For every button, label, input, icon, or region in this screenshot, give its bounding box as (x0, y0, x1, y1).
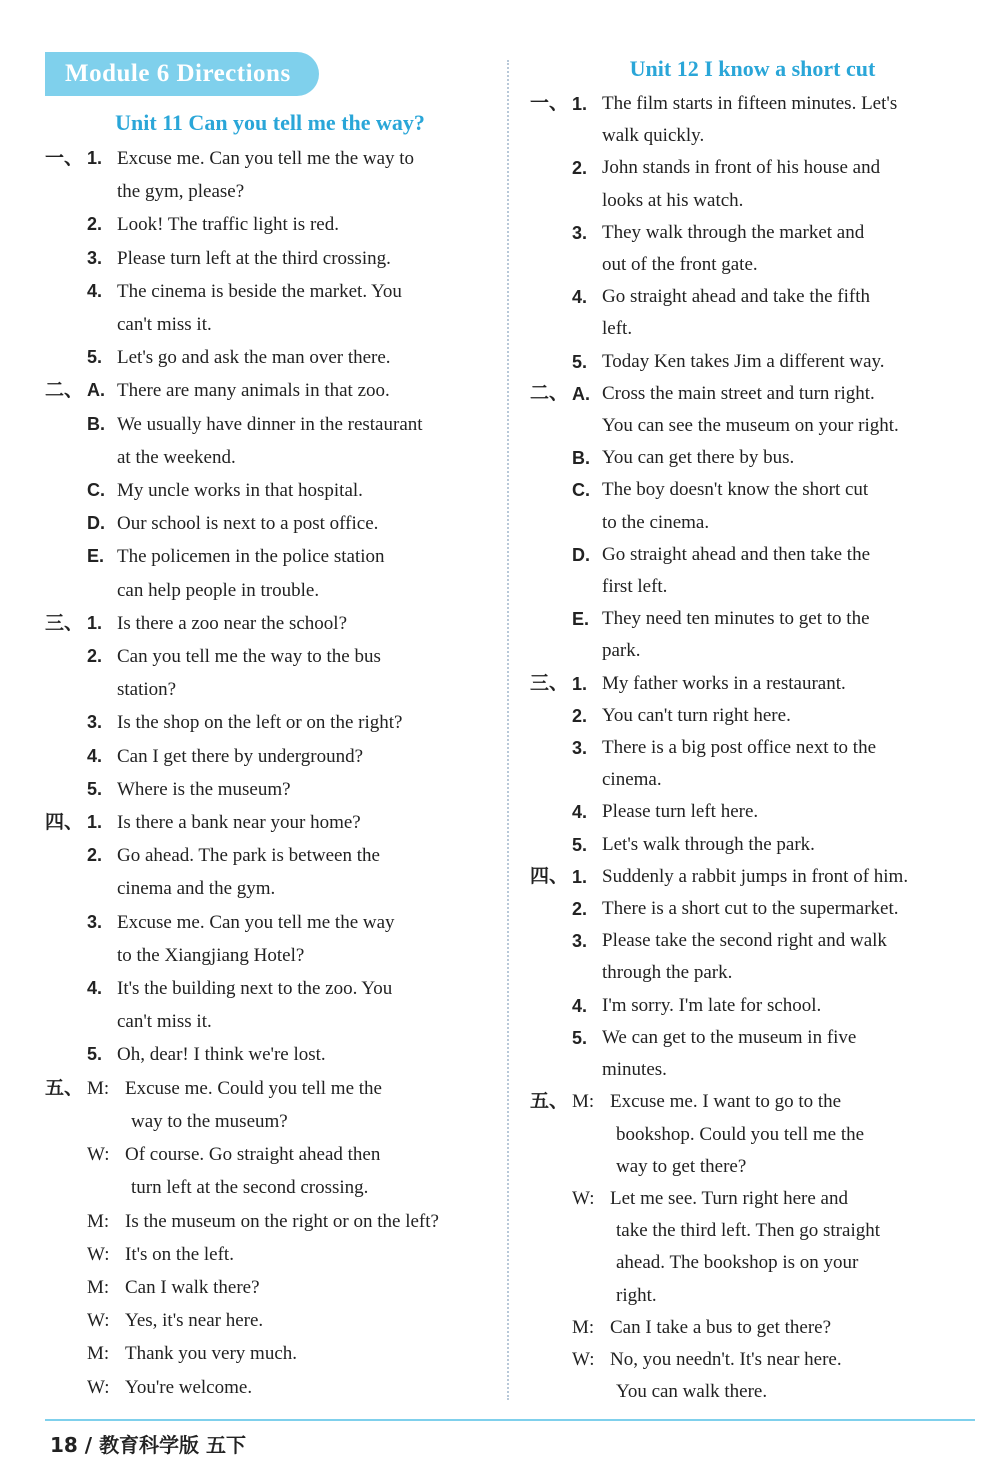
answer-text: Today Ken takes Jim a different way. (602, 350, 885, 372)
answer-text: Go ahead. The park is between the (117, 845, 380, 867)
answer-line (530, 668, 975, 700)
answer-line (530, 474, 975, 506)
item-number: 2. (87, 646, 103, 667)
answer-text: It's on the left. (125, 1243, 234, 1265)
answer-text: Oh, dear! I think we're lost. (117, 1044, 326, 1066)
answer-text: There are many animals in that zoo. (117, 380, 390, 402)
answer-line (530, 507, 975, 539)
item-number: 1. (87, 148, 103, 168)
section-marker: 三、 (530, 672, 569, 694)
answer-text: Thank you very much. (125, 1343, 298, 1365)
answer-line (530, 313, 975, 345)
answer-line (530, 1215, 975, 1247)
answer-text: bookshop. Could you tell me the (616, 1123, 865, 1145)
answer-line (45, 806, 495, 839)
answer-text: can help people in trouble. (117, 579, 320, 601)
speaker-label: W: (572, 1187, 595, 1209)
item-number: C. (572, 480, 590, 501)
item-number: 2. (572, 899, 588, 920)
answer-text: Is the shop on the left or on the right? (117, 712, 403, 734)
answer-text: Can you tell me the way to the bus (117, 646, 381, 668)
answer-line (530, 249, 975, 281)
answer-line (530, 281, 975, 313)
answer-line (530, 829, 975, 861)
answer-text: Please take the second right and walk (602, 930, 887, 952)
answer-text: Where is the museum? (117, 778, 291, 800)
answer-text: station? (117, 679, 177, 701)
answer-line (45, 1371, 495, 1404)
speaker-label: M: (572, 1091, 595, 1113)
item-number: 4. (572, 802, 588, 823)
item-number: 2. (572, 705, 588, 726)
answer-text: Please turn left at the third crossing. (117, 247, 391, 269)
answer-text: They walk through the market and (602, 221, 865, 243)
answer-line (45, 1238, 495, 1271)
answer-line (45, 607, 495, 640)
answer-line (45, 374, 495, 407)
answer-line (530, 1376, 975, 1408)
answer-text: Our school is next to a post office. (117, 513, 379, 535)
answer-line (45, 1072, 495, 1105)
answer-text: There is a short cut to the supermarket. (602, 898, 899, 920)
answer-text: Excuse me. Can you tell me the way to (117, 148, 415, 169)
answer-line (45, 872, 495, 905)
item-number: 5. (87, 778, 103, 799)
answer-line (45, 1304, 495, 1337)
answer-text: You can walk there. (616, 1381, 768, 1403)
unit-12-title: Unit 12 I know a short cut (629, 56, 876, 81)
answer-line (45, 408, 495, 441)
answer-line (530, 378, 975, 410)
answer-text: out of the front gate. (602, 254, 758, 276)
answer-line (530, 1183, 975, 1215)
item-number: 4. (87, 978, 103, 999)
item-number: 3. (572, 738, 588, 759)
answer-line (530, 1119, 975, 1151)
answer-line (45, 507, 495, 540)
item-number: E. (572, 609, 590, 630)
answer-text: The film starts in fifteen minutes. Let's (602, 93, 898, 114)
item-number: 5. (572, 351, 588, 372)
answer-line (45, 640, 495, 673)
answer-text: way to get there? (616, 1155, 747, 1177)
answer-line (45, 208, 495, 241)
unit-11-answers (45, 142, 495, 1404)
item-number: 2. (87, 845, 103, 866)
answer-line (530, 410, 975, 442)
speaker-label: M: (87, 1276, 110, 1298)
item-number: 1. (572, 866, 588, 887)
answer-line (530, 1054, 975, 1086)
answer-text: through the park. (602, 962, 733, 984)
page-footer (0, 1415, 1000, 1465)
answer-text: My uncle works in that hospital. (117, 480, 363, 502)
answer-line (45, 242, 495, 275)
answer-text: Excuse me. Can you tell me the way (117, 911, 395, 933)
answer-text: They need ten minutes to get to the (602, 608, 870, 630)
answer-line (45, 540, 495, 573)
answer-line (45, 142, 495, 175)
answer-line (530, 893, 975, 925)
section-marker: 二、 (45, 380, 84, 402)
answer-line (530, 603, 975, 635)
answer-line (45, 574, 495, 607)
answer-line (530, 571, 975, 603)
answer-line (530, 764, 975, 796)
section-marker: 一、 (45, 148, 84, 169)
item-number: 5. (572, 834, 588, 855)
answer-line (45, 308, 495, 341)
section-marker: 三、 (45, 612, 84, 634)
answer-line (530, 1151, 975, 1183)
answer-line (45, 706, 495, 739)
item-number: 3. (572, 222, 588, 243)
answer-text: can't miss it. (117, 314, 212, 336)
answer-line (45, 441, 495, 474)
answer-text: minutes. (602, 1059, 667, 1081)
answer-text: John stands in front of his house and (602, 157, 881, 179)
answer-line (530, 1247, 975, 1279)
speaker-label: M: (87, 1077, 110, 1099)
answer-text: cinema and the gym. (117, 878, 276, 900)
speaker-label: W: (87, 1243, 110, 1265)
answer-text: Is there a bank near your home? (117, 812, 361, 834)
item-number: 5. (87, 347, 103, 368)
item-number: 1. (572, 94, 588, 114)
item-number: 4. (572, 995, 588, 1016)
answer-text: Let me see. Turn right here and (610, 1187, 848, 1209)
answer-line (530, 796, 975, 828)
speaker-label: W: (87, 1376, 110, 1398)
item-number: D. (87, 513, 105, 534)
answer-text: ahead. The bookshop is on your (616, 1252, 859, 1274)
answer-line (530, 346, 975, 378)
item-number: 1. (87, 812, 103, 833)
answer-text: The policemen in the police station (117, 546, 385, 568)
answer-text: at the weekend. (117, 446, 236, 468)
answer-line (45, 1271, 495, 1304)
item-number: C. (87, 480, 105, 501)
item-number: 4. (572, 287, 588, 308)
answer-line (45, 673, 495, 706)
section-marker: 五、 (530, 1091, 569, 1113)
speaker-label: W: (87, 1310, 110, 1332)
answer-line (45, 474, 495, 507)
answer-line (45, 1337, 495, 1370)
answer-text: We usually have dinner in the restaurant (117, 413, 423, 435)
answer-line (45, 1038, 495, 1071)
item-number: 5. (87, 1044, 103, 1065)
answer-line (45, 1105, 495, 1138)
unit-11-title: Unit 11 Can you tell me the way? (115, 110, 425, 135)
answer-line (45, 906, 495, 939)
answer-text: You can get there by bus. (602, 447, 795, 469)
section-marker: 五、 (45, 1077, 84, 1099)
answer-line (45, 1205, 495, 1238)
speaker-label: M: (572, 1316, 595, 1338)
item-number: B. (572, 448, 590, 469)
answer-text: Can I walk there? (125, 1276, 260, 1298)
answer-text: right. (616, 1284, 657, 1306)
page-number-and-edition: 18 / 教育科学版 五下 (50, 1433, 247, 1457)
answer-line (530, 539, 975, 571)
speaker-label: W: (87, 1144, 110, 1166)
answer-text: Cross the main street and turn right. (602, 382, 875, 404)
item-number: 4. (87, 280, 103, 301)
answer-text: Can I take a bus to get there? (610, 1316, 832, 1338)
answer-text: You can see the museum on your right. (602, 415, 899, 437)
answer-line (530, 152, 975, 184)
answer-text: looks at his watch. (602, 189, 744, 211)
answer-text: Can I get there by underground? (117, 745, 364, 767)
left-column (45, 52, 495, 1404)
section-marker: 一、 (530, 93, 569, 114)
section-marker: 四、 (45, 812, 84, 834)
item-number: B. (87, 413, 105, 434)
answer-line (530, 442, 975, 474)
answer-text: You can't turn right here. (602, 704, 791, 726)
answer-line (530, 88, 975, 120)
section-marker: 二、 (530, 382, 569, 404)
speaker-label: M: (87, 1343, 110, 1365)
answer-text: Excuse me. Could you tell me the (125, 1077, 382, 1099)
answer-text: Is there a zoo near the school? (117, 612, 348, 634)
item-number: 4. (87, 745, 103, 766)
answer-line (530, 635, 975, 667)
item-number: E. (87, 546, 105, 567)
footer-rule (45, 1419, 975, 1421)
item-number: 1. (572, 673, 588, 694)
answer-text: We can get to the museum in five (602, 1026, 857, 1048)
answer-text: way to the museum? (131, 1110, 288, 1132)
answer-text: Is the museum on the right or on the left? (125, 1210, 439, 1232)
answer-line (530, 1344, 975, 1376)
answer-line (530, 861, 975, 893)
answer-text: Go straight ahead and take the fifth (602, 286, 871, 308)
answer-text: turn left at the second crossing. (131, 1177, 369, 1199)
answer-text: It's the building next to the zoo. You (117, 978, 393, 1000)
item-number: 2. (572, 158, 588, 179)
section-marker: 四、 (530, 865, 569, 887)
answer-text: to the cinema. (602, 511, 710, 533)
right-column (530, 52, 975, 1408)
answer-line (530, 957, 975, 989)
answer-text: Please turn left here. (602, 801, 759, 823)
item-number: 3. (87, 247, 103, 268)
answer-text: Let's walk through the park. (602, 833, 815, 855)
answer-line (530, 120, 975, 152)
answer-line (530, 925, 975, 957)
answer-text: park. (602, 640, 641, 662)
answer-line (45, 939, 495, 972)
answer-text: left. (602, 318, 633, 340)
answer-text: walk quickly. (602, 125, 705, 147)
answer-line (530, 1022, 975, 1054)
answer-text: to the Xiangjiang Hotel? (117, 944, 305, 966)
answer-text: My father works in a restaurant. (602, 672, 846, 694)
answer-text: There is a big post office next to the (602, 737, 877, 759)
answer-line (530, 1280, 975, 1312)
answer-text: The cinema is beside the market. You (117, 280, 402, 302)
item-number: 1. (87, 612, 103, 633)
answer-line (45, 740, 495, 773)
answer-text: Go straight ahead and then take the (602, 543, 871, 565)
answer-line (530, 185, 975, 217)
answer-line (530, 1086, 975, 1118)
answer-text: cinema. (602, 769, 662, 791)
answer-line (45, 773, 495, 806)
answer-line (530, 990, 975, 1022)
answer-line (45, 972, 495, 1005)
answer-line (530, 700, 975, 732)
answer-text: take the third left. Then go straight (616, 1220, 880, 1242)
answer-line (45, 341, 495, 374)
answer-line (45, 839, 495, 872)
item-number: A. (572, 383, 590, 404)
answer-text: Of course. Go straight ahead then (125, 1144, 381, 1166)
answer-text: I'm sorry. I'm late for school. (602, 994, 822, 1016)
item-number: 3. (87, 712, 103, 733)
answer-text: Excuse me. I want to go to the (610, 1091, 842, 1113)
item-number: 5. (572, 1027, 588, 1048)
unit-12-answers (530, 88, 975, 1408)
answer-line (45, 1171, 495, 1204)
answer-text: No, you needn't. It's near here. (610, 1348, 842, 1370)
answer-line (530, 732, 975, 764)
column-divider (507, 60, 509, 1400)
item-number: A. (87, 380, 105, 401)
answer-text: the gym, please? (117, 181, 245, 203)
answer-line (45, 175, 495, 208)
item-number: 2. (87, 214, 103, 235)
answer-line (530, 1312, 975, 1344)
item-number: 3. (87, 911, 103, 932)
answer-text: Yes, it's near here. (125, 1310, 264, 1332)
item-number: D. (572, 544, 590, 565)
speaker-label: W: (572, 1348, 595, 1370)
answer-line (530, 217, 975, 249)
answer-text: Suddenly a rabbit jumps in front of him. (602, 865, 909, 887)
answer-line (45, 1005, 495, 1038)
answer-text: can't miss it. (117, 1011, 212, 1033)
answer-text: Let's go and ask the man over there. (117, 347, 391, 369)
module-banner: Module 6 Directions (45, 52, 319, 96)
item-number: 3. (572, 931, 588, 952)
answer-text: first left. (602, 576, 668, 598)
answer-text: Look! The traffic light is red. (117, 214, 339, 236)
speaker-label: M: (87, 1210, 110, 1232)
answer-text: You're welcome. (125, 1376, 253, 1398)
answer-line (45, 275, 495, 308)
answer-text: The boy doesn't know the short cut (602, 479, 869, 501)
answer-line (45, 1138, 495, 1171)
